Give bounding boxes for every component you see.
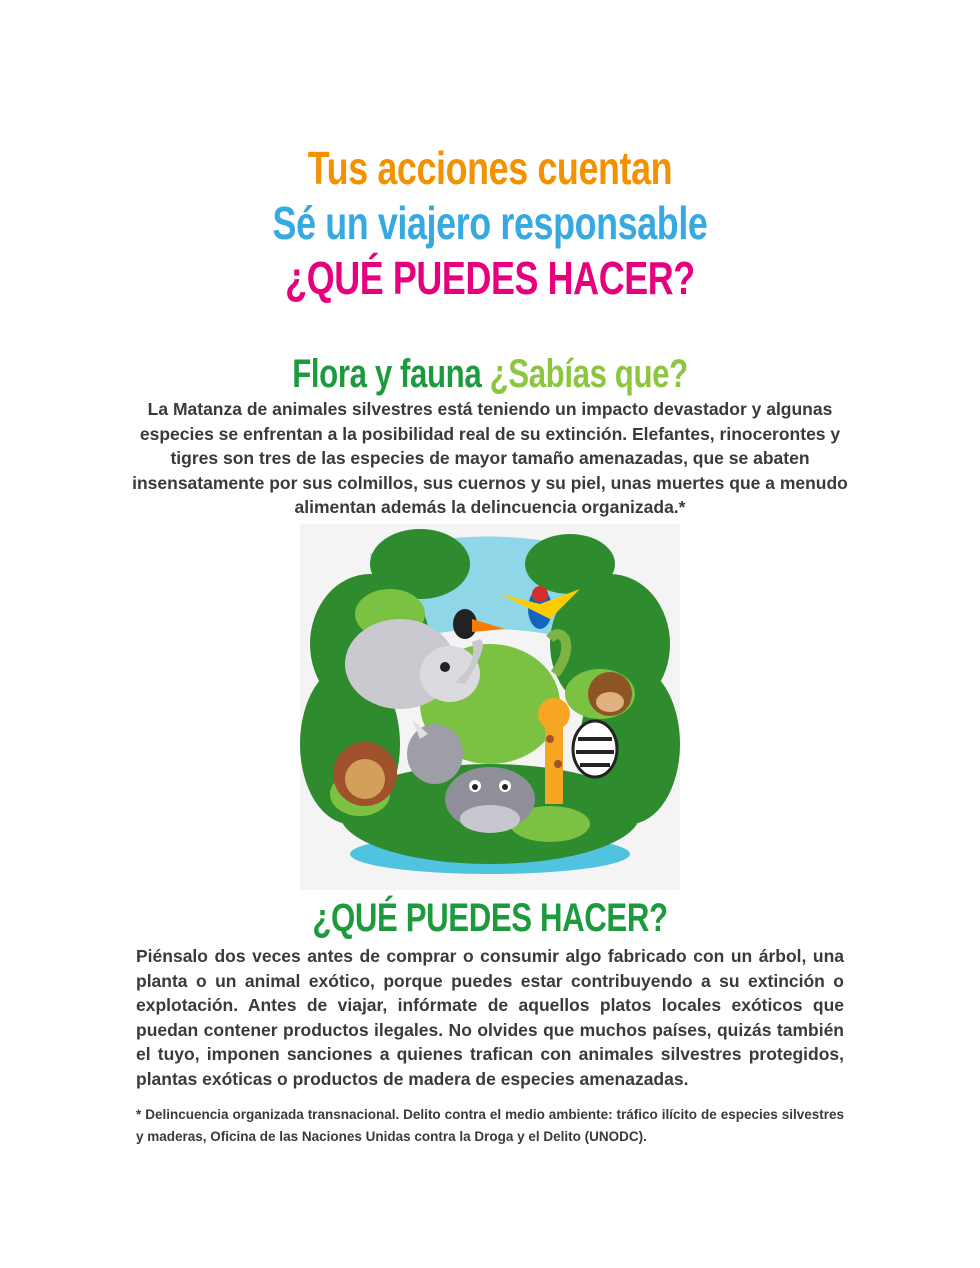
headline-traveler: Sé un viajero responsable bbox=[272, 197, 708, 249]
section-title-flora-fauna bbox=[108, 354, 872, 394]
section-title-part1: Flora y fauna bbox=[292, 352, 482, 396]
section-title-part2: ¿Sabías que? bbox=[489, 352, 688, 396]
jungle-animals-illustration bbox=[300, 524, 680, 890]
footnote: * Delincuencia organizada transnacional. Delito contra el medio ambiente: tráfico ilícito de especies silvestres y maderas, Oficina de las Naciones Unidas contra la Droga y el Delito (UNODC). bbox=[136, 1107, 844, 1144]
section-title-what-can-you-do: ¿QUÉ PUEDES HACER? bbox=[312, 896, 668, 940]
headline-actions: Tus acciones cuentan bbox=[307, 142, 673, 194]
intro-paragraph: La Matanza de animales silvestres está teniendo un impacto devastador y algunas especies se enfrentan a la posibilidad real de su extinción. Elefantes, rinocerontes y tigres son tres de las especies de mayor tamaño amenazadas, que se abaten insensatamente por sus colmillos, sus cuernos y su piel, unas muertes que a menudo alimentan además la delincuencia organizada.* bbox=[132, 399, 848, 517]
headline-what-can-you-do: ¿QUÉ PUEDES HACER? bbox=[285, 252, 695, 304]
advice-paragraph: Piénsalo dos veces antes de comprar o consumir algo fabricado con un árbol, una planta o un animal exótico, porque puedes estar contribuyendo a su extinción o explotación. Antes de viajar, infórmate de aquellos platos locales exóticos que puedan contener productos ilegales. No olvides que muchos países, quizás también el tuyo, imponen sanciones a quienes trafican con animales silvestres protegidos, plantas exóticas o productos de madera de especies amenazadas. bbox=[136, 946, 844, 1089]
